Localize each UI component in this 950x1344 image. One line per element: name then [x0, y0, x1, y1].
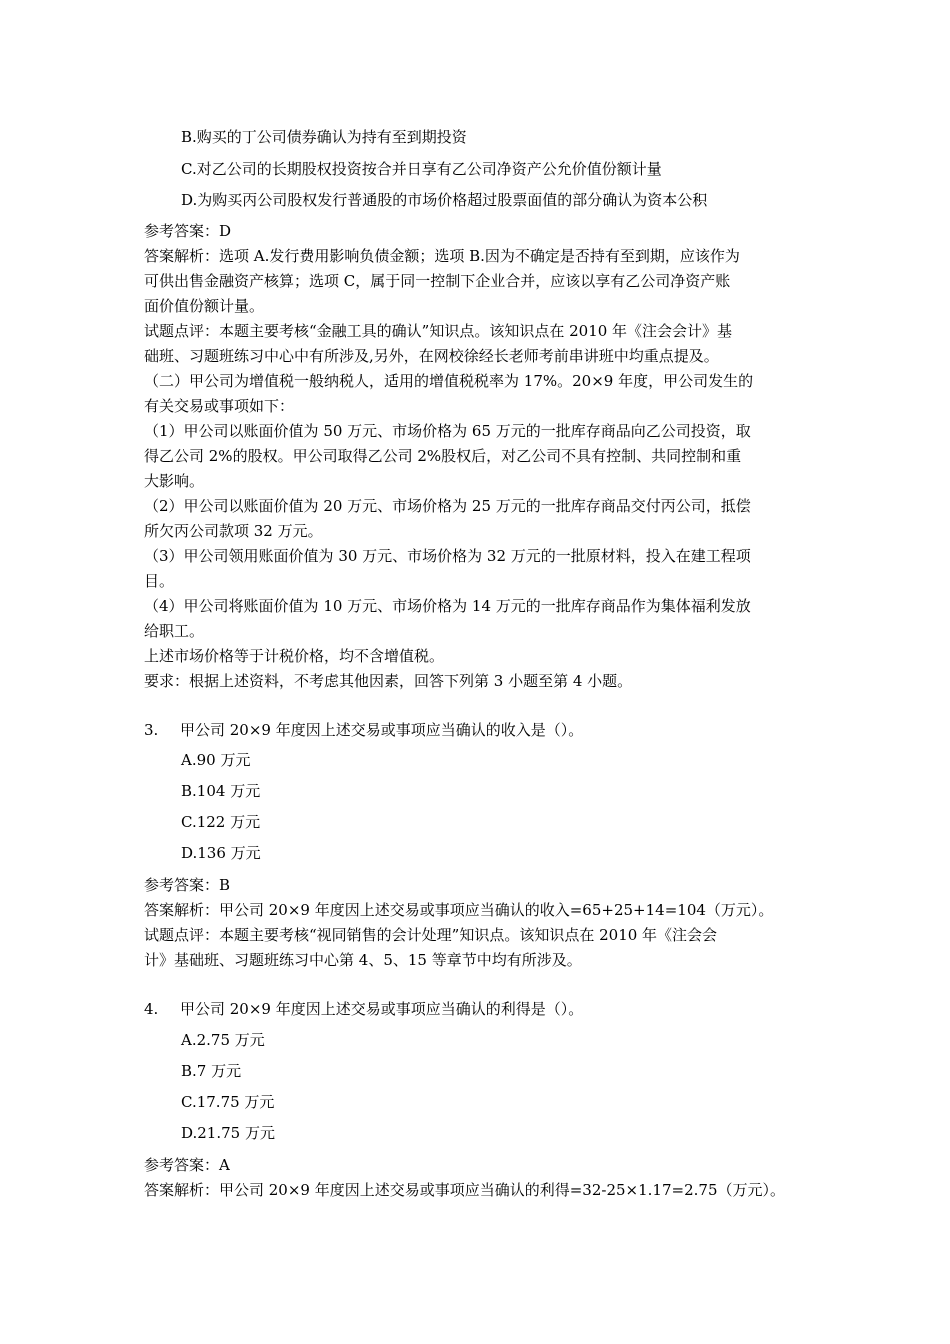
case-line-2: 有关交易或事项如下：: [144, 397, 295, 415]
option-c-prev: C.对乙公司的长期股权投资按合并日享有乙公司净资产公允价值份额计量: [181, 160, 662, 178]
q3-answer: 参考答案：B: [144, 876, 231, 894]
prev-analysis-line-2: 可供出售金融资产核算；选项 C，属于同一控制下企业合并，应该以享有乙公司净资产账: [144, 272, 731, 290]
case-line-5: 大影响。: [144, 472, 205, 490]
case-line-6: （2）甲公司以账面价值为 20 万元、市场价格为 25 万元的一批库存商品交付丙公司，抵偿: [144, 497, 751, 515]
q4-option-a: A.2.75 万元: [181, 1031, 265, 1049]
question-3-stem: 甲公司 20×9 年度因上述交易或事项应当确认的收入是（）。: [180, 721, 584, 739]
case-line-1: （二）甲公司为增值税一般纳税人，适用的增值税税率为 17%。20×9 年度，甲公司发生的: [144, 372, 754, 390]
q4-option-c: C.17.75 万元: [181, 1093, 275, 1111]
prev-comment-line-2: 础班、习题班练习中心中有所涉及,另外，在网校徐经长老师考前串讲班中均重点提及。: [144, 347, 719, 365]
q4-analysis: 答案解析：甲公司 20×9 年度因上述交易或事项应当确认的利得=32-25×1.17=2.75（万元）。: [144, 1181, 785, 1199]
option-d-prev: D.为购买丙公司股权发行普通股的市场价格超过股票面值的部分确认为资本公积: [181, 191, 708, 209]
prev-comment-line-1: 试题点评：本题主要考核“金融工具的确认”知识点。该知识点在 2010 年《注会会计》基: [144, 322, 733, 340]
case-line-11: 给职工。: [144, 622, 205, 640]
case-line-3: （1）甲公司以账面价值为 50 万元、市场价格为 65 万元的一批库存商品向乙公司投资，取: [144, 422, 751, 440]
question-4-stem: 甲公司 20×9 年度因上述交易或事项应当确认的利得是（）。: [180, 1000, 584, 1018]
case-line-8: （3）甲公司领用账面价值为 30 万元、市场价格为 32 万元的一批原材料，投入在建工程项: [144, 547, 751, 565]
q4-option-d: D.21.75 万元: [181, 1124, 275, 1142]
q3-option-a: A.90 万元: [181, 751, 251, 769]
case-line-9: 目。: [144, 572, 175, 590]
question-4-number: 4.: [144, 1000, 159, 1018]
question-3-number: 3.: [144, 721, 159, 739]
option-b-prev: B.购买的丁公司债券确认为持有至到期投资: [181, 128, 467, 146]
case-line-7: 所欠丙公司款项 32 万元。: [144, 522, 323, 540]
case-line-4: 得乙公司 2%的股权。甲公司取得乙公司 2%股权后，对乙公司不具有控制、共同控制和重: [144, 447, 742, 465]
question-3: [144, 718, 583, 742]
q4-answer: 参考答案：A: [144, 1156, 230, 1174]
prev-analysis-line-3: 面价值份额计量。: [144, 297, 265, 315]
q3-analysis: 答案解析：甲公司 20×9 年度因上述交易或事项应当确认的收入=65+25+14=104（万元）。: [144, 901, 774, 919]
prev-answer: 参考答案：D: [144, 222, 232, 240]
prev-analysis-line-1: 答案解析：选项 A.发行费用影响负债金额；选项 B.因为不确定是否持有至到期，应该作为: [144, 247, 740, 265]
q4-option-b: B.7 万元: [181, 1062, 242, 1080]
q3-comment-line-2: 计》基础班、习题班练习中心第 4、5、15 等章节中均有所涉及。: [144, 951, 582, 969]
question-4: [144, 997, 583, 1021]
case-line-12: 上述市场价格等于计税价格，均不含增值税。: [144, 647, 445, 665]
q3-option-b: B.104 万元: [181, 782, 261, 800]
q3-option-c: C.122 万元: [181, 813, 261, 831]
case-line-13: 要求：根据上述资料，不考虑其他因素，回答下列第 3 小题至第 4 小题。: [144, 672, 633, 690]
q3-comment-line-1: 试题点评：本题主要考核“视同销售的会计处理”知识点。该知识点在 2010 年《注会会: [144, 926, 718, 944]
q3-option-d: D.136 万元: [181, 844, 261, 862]
case-line-10: （4）甲公司将账面价值为 10 万元、市场价格为 14 万元的一批库存商品作为集体福利发放: [144, 597, 751, 615]
